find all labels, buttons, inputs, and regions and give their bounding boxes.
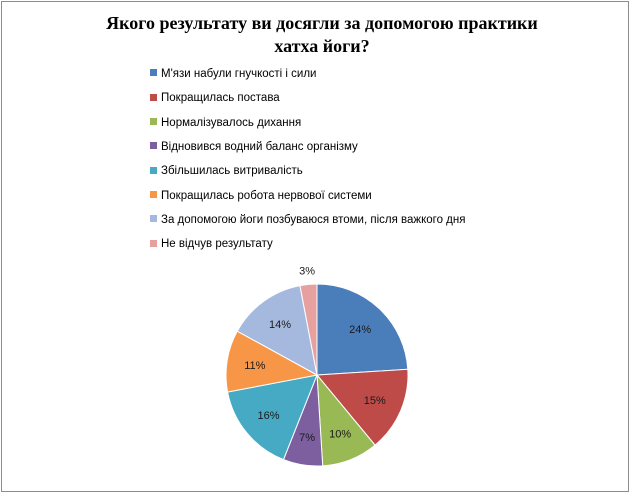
legend-label: Не відчув результату xyxy=(161,238,273,251)
legend-label: М'язи набули гнучкості і сили xyxy=(161,68,317,80)
slice-data-label: 7% xyxy=(299,432,316,445)
slice-data-label: 11% xyxy=(244,360,266,373)
legend-label: За допомогою йоги позбуваюся втоми, після важкого дня xyxy=(161,213,466,226)
legend-label: Нормалізувалось дихання xyxy=(161,116,302,129)
slice-data-label: 16% xyxy=(257,410,280,423)
slice-data-label: 24% xyxy=(349,324,372,337)
legend-label: Покращилась робота нервової системи xyxy=(161,189,372,202)
legend-label: Відновився водний баланс організму xyxy=(161,140,358,153)
slice-data-label: 15% xyxy=(363,395,386,407)
slice-data-label: 3% xyxy=(299,265,316,278)
chart-title-line-1: Якого результату ви досягли за допомогою практики xyxy=(106,13,538,33)
legend-label: Збільшилась витривалість xyxy=(161,165,303,178)
slice-data-label: 14% xyxy=(268,319,292,331)
chart-title-line-2: хатха йоги? xyxy=(274,36,370,56)
slice-data-label: 10% xyxy=(329,428,352,441)
legend-label: Покращилась постава xyxy=(161,92,280,105)
